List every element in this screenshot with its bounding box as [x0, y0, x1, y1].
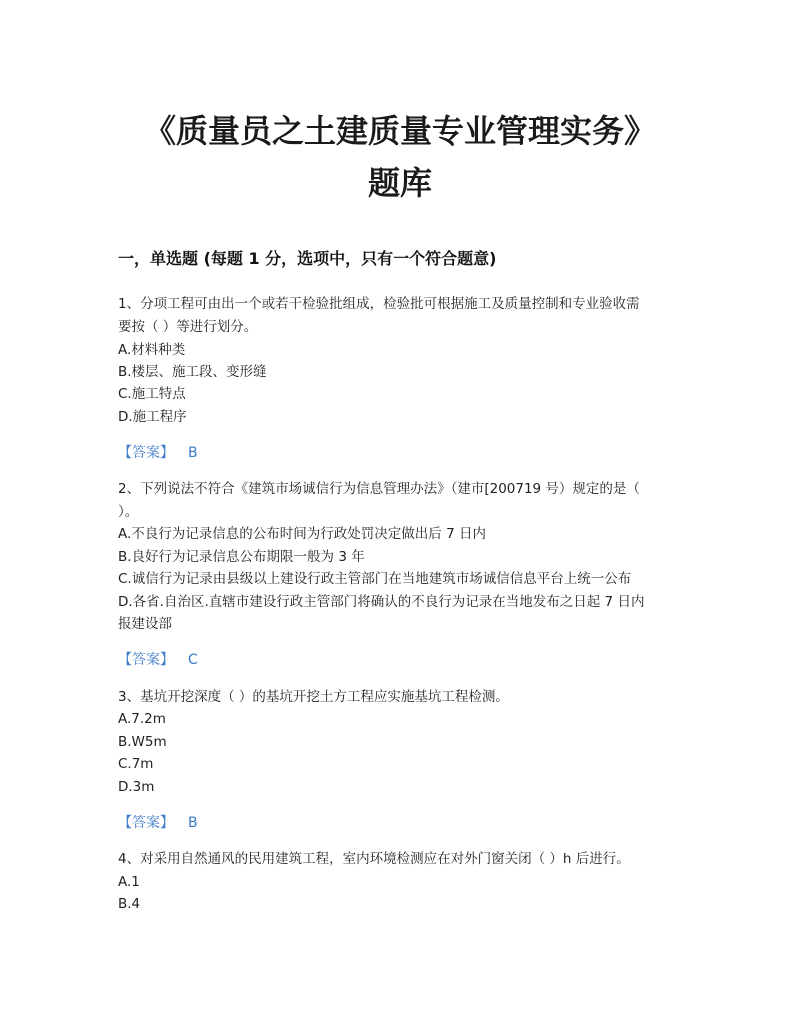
- question-3-option-b: B.W5m: [118, 734, 167, 750]
- question-1-answer: [118, 443, 198, 463]
- answer-value: B: [188, 445, 198, 461]
- question-3-option-c: C.7m: [118, 756, 154, 772]
- question-4-option-b: B.4: [118, 896, 141, 912]
- answer-value: B: [188, 815, 198, 831]
- question-1-option-d: D.施工程序: [118, 409, 187, 425]
- section-heading: 一，单选题 (每题 1 分，选项中，只有一个符合题意): [118, 249, 497, 268]
- question-2-option-b: B.良好行为记录信息公布期限一般为 3 年: [118, 549, 365, 565]
- question-2-option-a: A.不良行为记录信息的公布时间为行政处罚决定做出后 7 日内: [118, 526, 486, 542]
- question-3-option-d: D.3m: [118, 779, 155, 795]
- answer-label: 【答案】: [118, 652, 174, 668]
- answer-label: 【答案】: [118, 445, 174, 461]
- question-3-stem-line-1: 3、基坑开挖深度（ ）的基坑开挖土方工程应实施基坑工程检测。: [118, 689, 509, 705]
- question-1-stem-line-2: 要按（ ）等进行划分。: [118, 319, 258, 335]
- question-4-option-a: A.1: [118, 874, 140, 890]
- question-4-stem-line-1: 4、对采用自然通风的民用建筑工程，室内环境检测应在对外门窗关闭（ ）h 后进行。: [118, 851, 630, 867]
- question-2-answer: [118, 650, 198, 670]
- question-3-option-a: A.7.2m: [118, 711, 166, 727]
- question-1-option-b: B.楼层、施工段、变形缝: [118, 364, 267, 380]
- question-1-option-a: A.材料种类: [118, 342, 186, 358]
- question-2-stem-line-1: 2、下列说法不符合《建筑市场诚信行为信息管理办法》（建市[200719 号）规定的是（: [118, 481, 640, 497]
- question-1-option-c: C.施工特点: [118, 386, 186, 402]
- answer-label: 【答案】: [118, 815, 174, 831]
- question-2-option-d: D.各省.自治区.直辖市建设行政主管部门将确认的不良行为记录在当地发布之日起 7 日内: [118, 594, 645, 610]
- document-title-line1: 《质量员之土建质量专业管理实务》: [143, 112, 656, 150]
- answer-value: C: [188, 652, 198, 668]
- question-2-option-c: C.诚信行为记录由县级以上建设行政主管部门在当地建筑市场诚信信息平台上统一公布: [118, 571, 632, 587]
- question-2-stem-line-2: ）。: [118, 504, 139, 520]
- question-1-stem-line-1: 1、分项工程可由出一个或若干检验批组成，检验批可根据施工及质量控制和专业验收需: [118, 296, 640, 312]
- document-title-line2: 题库: [367, 164, 432, 202]
- question-3-answer: [118, 813, 198, 833]
- question-2-option-d-cont: 报建设部: [118, 616, 172, 632]
